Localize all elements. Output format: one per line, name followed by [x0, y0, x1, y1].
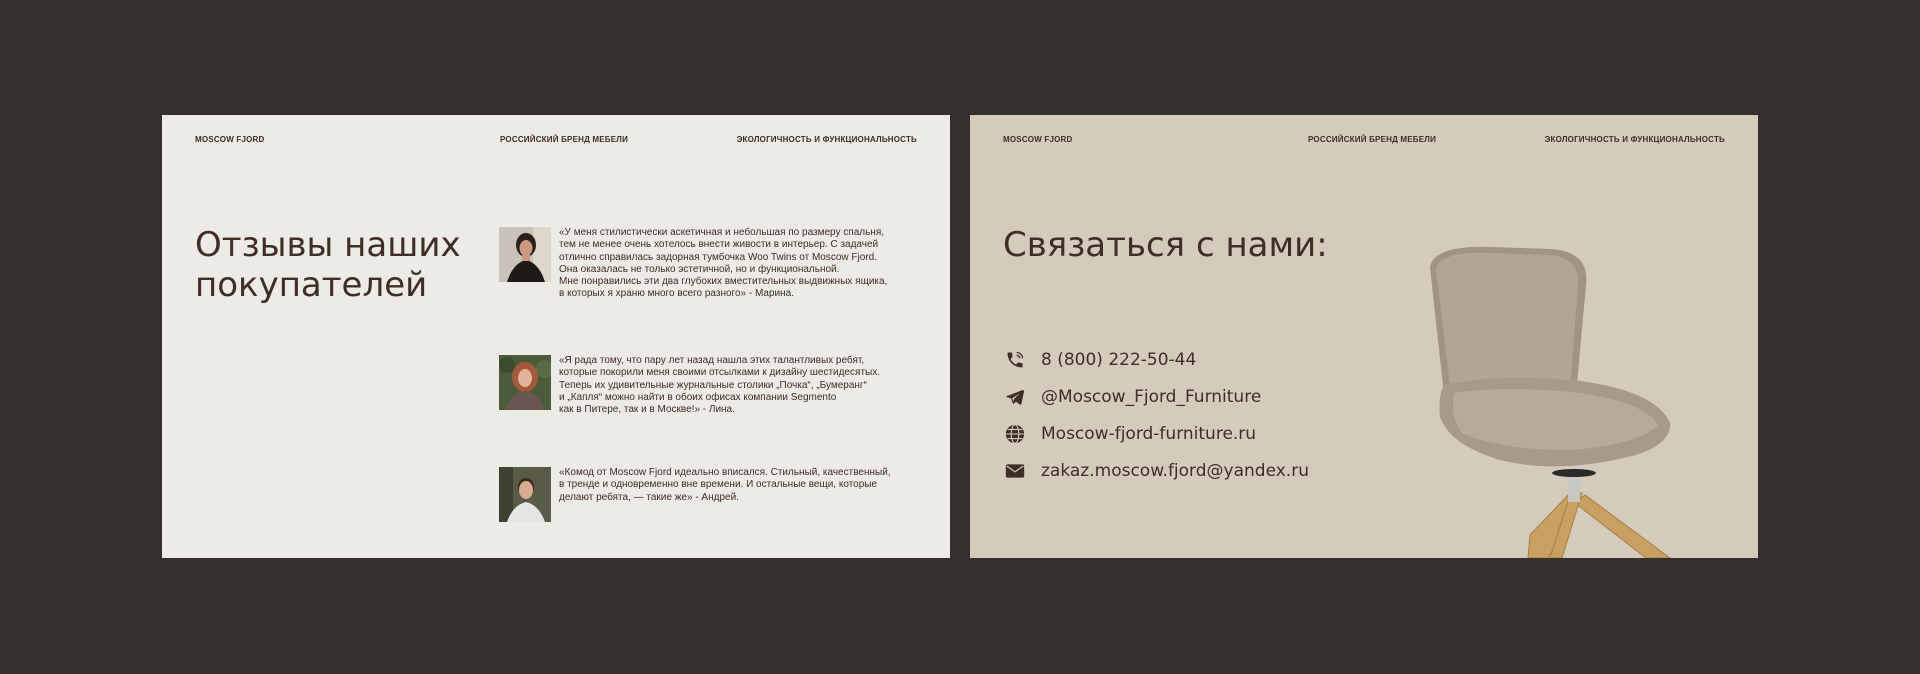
review-text: «У меня стилистически аскетичная и небольшая по размеру спальня, тем не менее очень хотелось внести живости в интерьер. С задачей отлично справилась задорная тумбочка Woo Twins от Moscow Fjord. Она оказалась не только эстетичной, но и функциональной. Мне понравились эти два глубоких вместительных выдвижных ящика, в которых я храню много всего разного» - Марина.: [559, 227, 888, 300]
reviews-title: Отзывы наших покупателей: [195, 225, 461, 305]
contact-phone[interactable]: [1003, 348, 1196, 372]
brand-name: MOSCOW FJORD: [195, 135, 265, 144]
reviewer-photo-andrey: [499, 467, 551, 522]
contact-email[interactable]: [1003, 459, 1309, 483]
contact-telegram[interactable]: [1003, 385, 1261, 409]
telegram-icon: [1003, 385, 1027, 409]
reviewer-photo-lina: [499, 355, 551, 410]
slide-header: [195, 135, 917, 147]
brand-name: MOSCOW FJORD: [1003, 135, 1073, 144]
contacts-slide: [970, 115, 1758, 558]
contact-website[interactable]: [1003, 422, 1256, 446]
brand-tagline: РОССИЙСКИЙ БРЕНД МЕБЕЛИ: [500, 135, 629, 144]
globe-icon: [1003, 422, 1027, 446]
chair-image: [1410, 245, 1750, 558]
brand-motto: ЭКОЛОГИЧНОСТЬ И ФУНКЦИОНАЛЬНОСТЬ: [1544, 135, 1725, 144]
brand-motto: ЭКОЛОГИЧНОСТЬ И ФУНКЦИОНАЛЬНОСТЬ: [736, 135, 917, 144]
slide-header: [1003, 135, 1725, 147]
contact-phone-label: 8 (800) 222-50-44: [1041, 350, 1197, 370]
reviewer-photo-marina: [499, 227, 551, 282]
contacts-title: Связаться с нами:: [1003, 225, 1328, 265]
contact-email-label: zakaz.moscow.fjord@yandex.ru: [1041, 461, 1309, 481]
contact-telegram-label: @Moscow_Fjord_Furniture: [1041, 387, 1262, 407]
phone-icon: [1003, 348, 1027, 372]
review-text: «Комод от Moscow Fjord идеально вписался. Стильный, качественный, в тренде и одновременно вне времени. И остальные вещи, которые делают ребята, — такие же» - Андрей.: [559, 467, 891, 503]
contact-website-label: Moscow-fjord-furniture.ru: [1041, 424, 1257, 444]
brand-tagline: РОССИЙСКИЙ БРЕНД МЕБЕЛИ: [1308, 135, 1437, 144]
mail-icon: [1003, 459, 1027, 483]
review-text: «Я рада тому, что пару лет назад нашла этих талантливых ребят, которые покорили меня своими отсылками к дизайну шестидесятых. Теперь их удивительные журнальные столики „Почка“, „Бумеранг“ и „Капля“ можно найти в обоих офисах компании Segmento как в Питере, так и в Москве!» - Лина.: [559, 355, 881, 416]
reviews-slide: [162, 115, 950, 558]
